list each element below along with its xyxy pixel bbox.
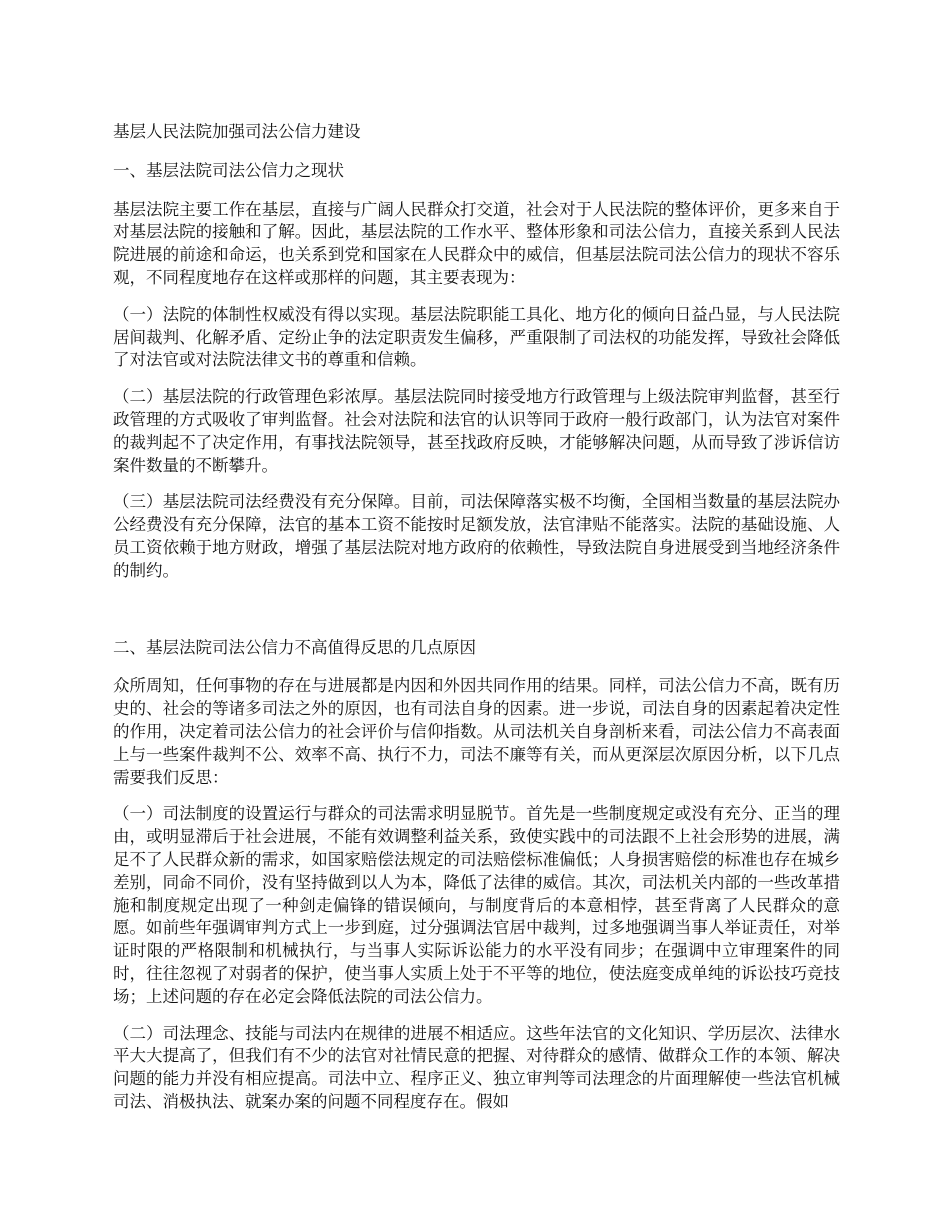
section-spacer <box>113 597 840 637</box>
section-2-paragraph-3: （二）司法理念、技能与司法内在规律的进展不相适应。这些年法官的文化知识、学历层次、法律水平大大提高了，但我们有不少的法官对社情民意的把握、对待群众的感情、做群众工作的本领、解决问题的能力并没有相应提高。司法中立、程序正义、独立审判等司法理念的片面理解使一些法官机械司法、消极执法、就案办案的问题不同程度存在。假如 <box>113 1023 840 1111</box>
section-1-paragraph-2: （一）法院的体制性权威没有得以实现。基层法院职能工具化、地方化的倾向日益凸显，与人民法院居间裁判、化解矛盾、定纷止争的法定职责发生偏移，严重限制了司法权的功能发挥，导致社会降低了对法官或对法院法律文书的尊重和信赖。 <box>113 304 840 370</box>
section-1-paragraph-4: （三）基层法院司法经费没有充分保障。目前，司法保障落实极不均衡，全国相当数量的基层法院办公经费没有充分保障，法官的基本工资不能按时足额发放，法官津贴不能落实。法院的基础设施、人员工资依赖于地方财政，增强了基层法院对地方政府的依赖性，导致法院自身进展受到当地经济条件的制约。 <box>113 492 840 580</box>
section-2-paragraph-1: 众所周知，任何事物的存在与进展都是内因和外因共同作用的结果。同样，司法公信力不高，既有历史的、社会的等诸多司法之外的原因，也有司法自身的因素。进一步说，司法自身的因素起着决定性的作用，决定着司法公信力的社会评价与信仰指数。从司法机关自身剖析来看，司法公信力不高表面上与一些案件裁判不公、效率不高、执行不力，司法不廉等有关，而从更深层次原因分析，以下几点需要我们反思： <box>113 676 840 787</box>
section-1-paragraph-1: 基层法院主要工作在基层，直接与广阔人民群众打交道，社会对于人民法院的整体评价，更多来自于对基层法院的接触和了解。因此，基层法院的工作水平、整体形象和司法公信力，直接关系到人民法院进展的前途和命运，也关系到党和国家在人民群众中的威信，但基层法院司法公信力的现状不容乐观，不同程度地存在这样或那样的问题，其主要表现为： <box>113 199 840 287</box>
document-page <box>113 121 840 1128</box>
section-1-paragraph-3: （二）基层法院的行政管理色彩浓厚。基层法院同时接受地方行政管理与上级法院审判监督，甚至行政管理的方式吸收了审判监督。社会对法院和法官的认识等同于政府一般行政部门，认为法官对案件的裁判起不了决定作用，有事找法院领导，甚至找政府反映，才能够解决问题，从而导致了涉诉信访案件数量的不断攀升。 <box>113 387 840 475</box>
section-1-heading: 一、基层法院司法公信力之现状 <box>113 160 344 180</box>
document-title: 基层人民法院加强司法公信力建设 <box>113 122 361 141</box>
section-2-paragraph-2: （一）司法制度的设置运行与群众的司法需求明显脱节。首先是一些制度规定或没有充分、正当的理由，或明显滞后于社会进展，不能有效调整利益关系，致使实践中的司法跟不上社会形势的进展，满足不了人民群众新的需求，如国家赔偿法规定的司法赔偿标准偏低；人身损害赔偿的标准也存在城乡差别，同命不同价，没有坚持做到以人为本，降低了法律的威信。其次，司法机关内部的一些改革措施和制度规定出现了一种剑走偏锋的错误倾向，与制度背后的本意相悖，甚至背离了人民群众的意愿。如前些年强调审判方式上一步到庭，过分强调法官居中裁判，过多地强调当事人举证责任，对举证时限的严格限制和机械执行，与当事人实际诉讼能力的水平没有同步；在强调中立审理案件的同时，往往忽视了对弱者的保护，使当事人实质上处于不平等的地位，使法庭变成单纯的诉讼技巧竞技场；上述问题的存在必定会降低法院的司法公信力。 <box>113 804 840 1006</box>
section-2-heading: 二、基层法院司法公信力不高值得反思的几点原因 <box>113 637 476 657</box>
